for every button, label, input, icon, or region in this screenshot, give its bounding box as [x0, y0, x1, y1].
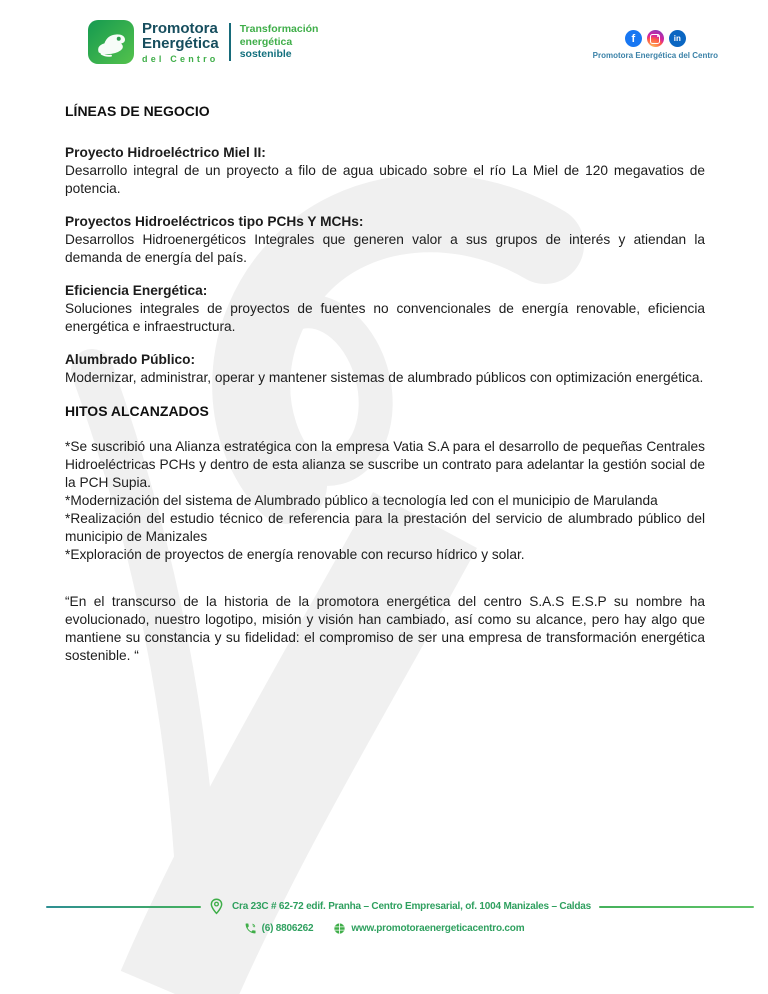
- milestone-item: *Modernización del sistema de Alumbrado público a tecnología led con el municipio de Marulanda: [65, 493, 658, 508]
- section-body: Desarrollo integral de un proyecto a filo de agua ubicado sobre el río La Miel de 120 megavatios de potencia.: [65, 163, 705, 196]
- facebook-icon[interactable]: f: [625, 30, 642, 47]
- footer-website[interactable]: www.promotoraenergeticacentro.com: [351, 923, 525, 934]
- milestone-item: *Se suscribió una Alianza estratégica con la empresa Vatia S.A para el desarrollo de pequeñas Centrales Hidroeléctricas PCHs y dentro de esta alianza se suscribe un contrato para adelantar la gestión social de la PCH Supia.: [65, 439, 705, 490]
- globe-icon: [333, 922, 346, 935]
- section-pchs-mchs: [65, 213, 705, 267]
- page-footer: [0, 898, 768, 935]
- tagline-line3: sostenible: [239, 48, 292, 61]
- brand-name-line2: Energética: [142, 34, 219, 52]
- brand-divider: [229, 23, 231, 61]
- footer-address-row: [0, 898, 768, 915]
- phone-icon: [244, 922, 257, 935]
- section-title: Proyectos Hidroeléctricos tipo PCHs Y MCHs:: [65, 214, 364, 229]
- section-title: Alumbrado Público:: [65, 352, 196, 367]
- brand-name-line3: del Centro: [142, 53, 219, 64]
- instagram-camera-glyph: [650, 34, 660, 44]
- section-alumbrado-publico: [65, 351, 705, 387]
- brand-name-line1: Promotora: [142, 19, 218, 37]
- brand-tagline: [240, 23, 319, 61]
- footer-phone-item: [244, 922, 314, 935]
- section-title: Proyecto Hidroeléctrico Miel II:: [65, 145, 266, 160]
- footer-contact-row: [0, 922, 768, 935]
- tagline-line2: energética: [239, 35, 293, 48]
- document-body: [0, 102, 768, 665]
- footer-phone[interactable]: (6) 8806262: [261, 923, 314, 934]
- social-media-block: [593, 30, 718, 60]
- footer-website-item: [333, 922, 524, 935]
- social-icons-row: [625, 30, 686, 47]
- footer-divider-right: [599, 906, 754, 908]
- heading-hitos-alcanzados: HITOS ALCANZADOS: [65, 403, 209, 419]
- linkedin-icon[interactable]: in: [669, 30, 686, 47]
- heading-lineas-de-negocio: LÍNEAS DE NEGOCIO: [65, 103, 210, 119]
- footer-address: Cra 23C # 62-72 edif. Pranha – Centro Empresarial, of. 1004 Manizales – Caldas: [232, 901, 592, 912]
- section-body: Desarrollos Hidroenergéticos Integrales que generen valor a sus grupos de interés y atiendan la demanda de energía del país.: [65, 232, 705, 265]
- milestone-item: *Exploración de proyectos de energía renovable con recurso hídrico y solar.: [65, 547, 525, 562]
- frog-logo-icon: [88, 20, 134, 64]
- company-logo: [88, 20, 318, 64]
- history-quote: “En el transcurso de la historia de la promotora energética del centro S.A.S E.S.P su nombre ha evolucionado, nuestro logotipo, misión y visión han cambiado, así como su alcance, pero hay algo que mantiene su constancia y su fidelidad: el compromiso de ser una empresa de transformación energética sostenible. “: [65, 594, 705, 663]
- brand-wordmark: [142, 21, 219, 64]
- section-body: Soluciones integrales de proyectos de fuentes no convencionales de energía renovable, eficiencia energética e infraestructura.: [65, 301, 705, 334]
- milestones-list: [65, 438, 705, 564]
- instagram-icon[interactable]: [647, 30, 664, 47]
- location-pin-icon: [209, 898, 224, 915]
- section-title: Eficiencia Energética:: [65, 283, 208, 298]
- page-header: [0, 0, 768, 64]
- section-body: Modernizar, administrar, operar y mantener sistemas de alumbrado públicos con optimización energética.: [65, 370, 704, 385]
- social-caption: Promotora Energética del Centro: [592, 51, 718, 60]
- section-miel-ii: [65, 144, 705, 198]
- section-eficiencia-energetica: [65, 282, 705, 336]
- footer-divider-left: [46, 906, 201, 908]
- tagline-line1: Transformación: [239, 23, 319, 36]
- milestone-item: *Realización del estudio técnico de referencia para la prestación del servicio de alumbrado público del municipio de Manizales: [65, 511, 705, 544]
